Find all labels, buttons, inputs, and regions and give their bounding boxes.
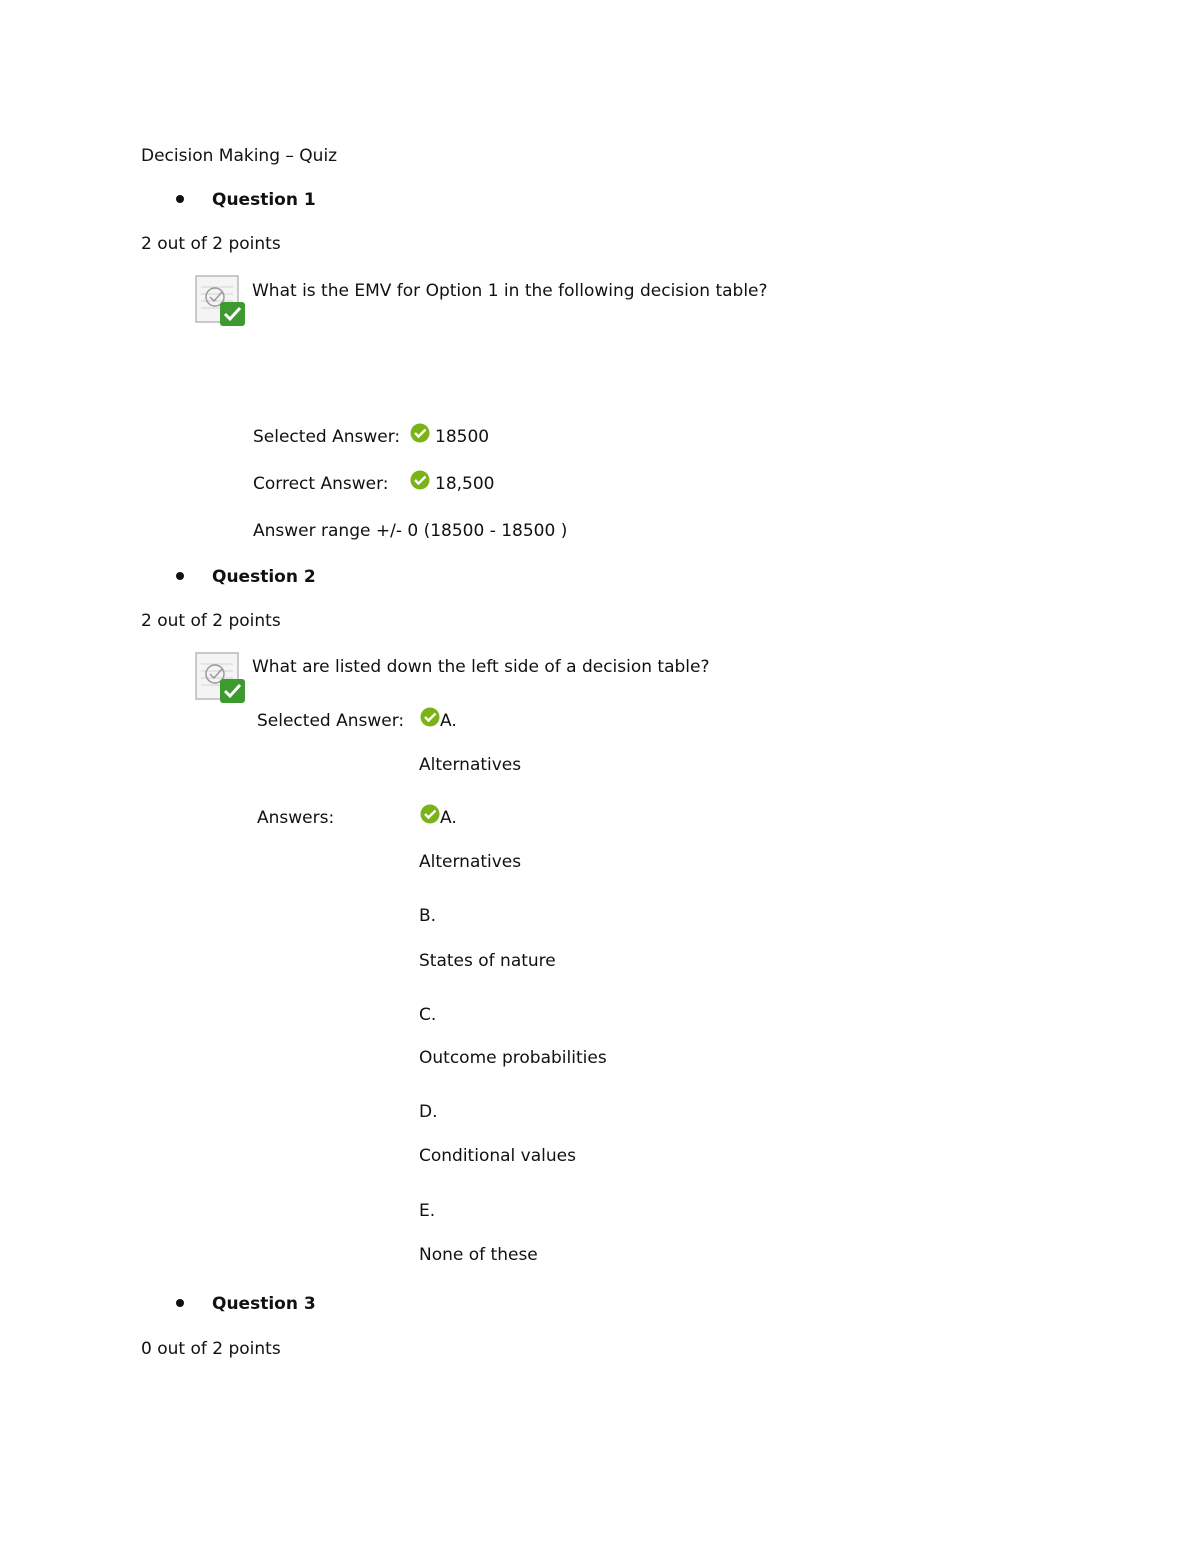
answer-letter: B. — [419, 906, 437, 926]
question-2-text: What are listed down the left side of a decision table? — [252, 657, 710, 677]
answers-label: Answers: — [257, 808, 335, 828]
answer-text: States of nature — [419, 951, 556, 971]
answer-text: Conditional values — [419, 1146, 576, 1166]
correct-answer-value: 18,500 — [435, 474, 495, 494]
question-1-text: What is the EMV for Option 1 in the following decision table? — [252, 281, 768, 301]
correct-check-icon — [410, 470, 430, 490]
question-3-score: 0 out of 2 points — [141, 1339, 281, 1359]
selected-answer-value: 18500 — [435, 427, 490, 447]
question-2-score: 2 out of 2 points — [141, 611, 281, 631]
bullet-icon — [176, 572, 184, 580]
answer-range: Answer range +/- 0 (18500 - 18500 ) — [253, 521, 568, 541]
answer-text: Alternatives — [419, 852, 522, 872]
selected-answer-letter: A. — [440, 711, 457, 731]
bullet-icon — [176, 195, 184, 203]
correct-check-icon — [420, 804, 440, 824]
answer-text: None of these — [419, 1245, 538, 1265]
question-2-heading: Question 2 — [212, 567, 316, 587]
question-1-score: 2 out of 2 points — [141, 234, 281, 254]
selected-answer-label: Selected Answer: — [253, 427, 401, 447]
correct-answer-label: Correct Answer: — [253, 474, 389, 494]
selected-answer-text: Alternatives — [419, 755, 522, 775]
page-title: Decision Making – Quiz — [141, 146, 338, 166]
answer-text: Outcome probabilities — [419, 1048, 607, 1068]
bullet-icon — [176, 1299, 184, 1307]
question-3-heading: Question 3 — [212, 1294, 316, 1314]
answer-letter: A. — [440, 808, 457, 828]
correct-check-icon — [420, 707, 440, 727]
correct-check-icon — [410, 423, 430, 443]
graded-question-icon — [195, 652, 247, 706]
graded-question-icon — [195, 275, 247, 329]
question-1-heading: Question 1 — [212, 190, 316, 210]
answer-letter: C. — [419, 1005, 437, 1025]
answer-letter: D. — [419, 1102, 438, 1122]
selected-answer-label: Selected Answer: — [257, 711, 405, 731]
answer-letter: E. — [419, 1201, 436, 1221]
